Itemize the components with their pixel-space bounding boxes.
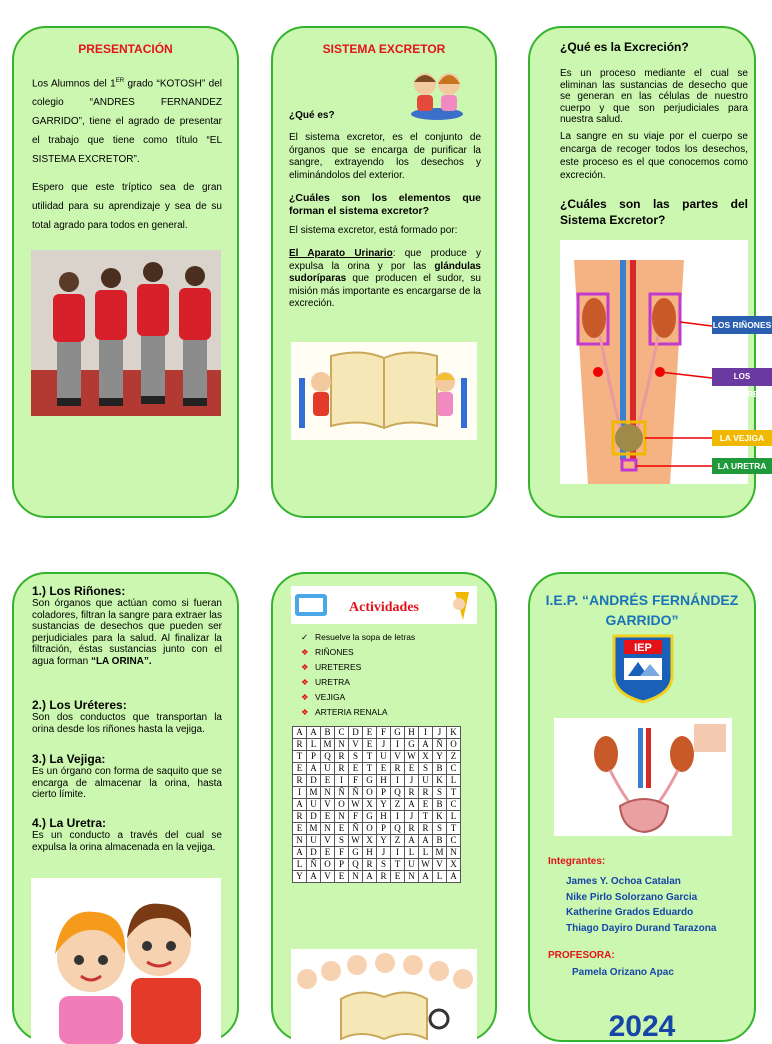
grid-cell: R — [335, 763, 349, 775]
rinones-heading: 1.) Los Riñones: — [32, 584, 126, 598]
uretra-text: Es un conducto a través del cual se expulsa la orina almacenada en la vejiga. — [32, 830, 222, 853]
grid-cell: A — [307, 763, 321, 775]
grid-cell: N — [335, 811, 349, 823]
grid-cell: G — [405, 739, 419, 751]
grid-cell: V — [349, 739, 363, 751]
grid-cell: S — [377, 859, 391, 871]
grid-cell: U — [321, 763, 335, 775]
grid-cell: Ñ — [433, 739, 447, 751]
grid-cell: T — [391, 859, 405, 871]
grid-cell: T — [363, 751, 377, 763]
rinones-text: Son órganos que actúan como si fueran coladores, filtran la sangre para extraer las sustancias de desechos que pueden ser perjudiciales para la salud. Al finalizar la filtración, éstas sustancias junto con el agua forman “LA ORINA”. — [32, 598, 222, 667]
logo-text: IEP — [634, 642, 652, 654]
grid-row — [293, 811, 461, 823]
grid-cell: R — [293, 739, 307, 751]
grid-cell: Y — [377, 799, 391, 811]
grid-cell: L — [433, 871, 447, 883]
section-uretra — [32, 816, 222, 853]
grid-cell: E — [335, 871, 349, 883]
grid-cell: F — [349, 775, 363, 787]
grid-cell: E — [321, 775, 335, 787]
grid-row — [293, 799, 461, 811]
grid-cell: A — [405, 835, 419, 847]
grid-cell: I — [391, 847, 405, 859]
grid-cell: A — [293, 847, 307, 859]
grid-cell: F — [349, 811, 363, 823]
word-item: ❖ URETERES — [301, 660, 481, 675]
label-rinones: LOS RIÑONES — [712, 316, 772, 334]
uretra-heading: 4.) La Uretra: — [32, 816, 107, 830]
grid-cell: E — [405, 763, 419, 775]
diamond-bullet-icon: ❖ — [301, 677, 309, 687]
grid-cell: B — [321, 727, 335, 739]
year: 2024 — [608, 1010, 676, 1043]
grid-cell: I — [335, 775, 349, 787]
member-name: Thiago Dayiro Durand Tarazona — [566, 922, 717, 934]
section-vejiga — [32, 752, 222, 801]
word-item: ❖ ARTERIA RENALA — [301, 705, 481, 720]
grid-row — [293, 823, 461, 835]
grid-cell: J — [405, 775, 419, 787]
grid-cell: B — [433, 835, 447, 847]
elementos-heading: ¿Cuáles son los elementos que forman el sistema excretor? — [289, 192, 481, 217]
grid-cell: X — [419, 751, 433, 763]
grid-cell: R — [405, 787, 419, 799]
presentation-title: PRESENTACIÓN — [78, 42, 173, 56]
que-es-heading: ¿Qué es? — [289, 110, 335, 121]
word-list — [301, 630, 481, 720]
grid-cell: B — [433, 763, 447, 775]
grid-cell: I — [391, 739, 405, 751]
panel-organos — [12, 572, 239, 1042]
grid-cell: U — [307, 835, 321, 847]
members-list — [566, 874, 716, 936]
grid-cell: G — [363, 775, 377, 787]
grid-cell: K — [447, 727, 461, 739]
grid-cell: V — [433, 859, 447, 871]
grid-cell: O — [447, 739, 461, 751]
integrantes-label: Integrantes: — [548, 856, 606, 867]
grid-cell: K — [433, 811, 447, 823]
grid-cell: N — [405, 871, 419, 883]
grid-cell: J — [405, 811, 419, 823]
grid-cell: O — [363, 787, 377, 799]
actividades-title: Actividades — [349, 600, 419, 615]
grid-cell: U — [307, 799, 321, 811]
grid-cell: H — [405, 727, 419, 739]
grid-cell: P — [377, 823, 391, 835]
grid-cell: G — [391, 727, 405, 739]
grid-cell: Ñ — [335, 787, 349, 799]
grid-cell: E — [349, 763, 363, 775]
grid-cell: O — [335, 799, 349, 811]
grid-cell: J — [433, 727, 447, 739]
grid-cell: L — [447, 775, 461, 787]
presentation-text: Los Alumnos del 1ER grado “KOTOSH” del colegio “ANDRES FERNANDEZ GARRIDO”, tiene el agrado de presentar el trabajo que tiene como título “EL SISTEMA EXCRETOR”. — [32, 78, 222, 166]
grid-cell: W — [419, 859, 433, 871]
label-uretra: LA URETRA — [712, 458, 772, 474]
label-vejiga: LA VEJIGA — [712, 430, 772, 446]
grid-cell: T — [293, 751, 307, 763]
word-item: ❖ RIÑONES — [301, 645, 481, 660]
grid-cell: Y — [433, 751, 447, 763]
grid-cell: O — [363, 823, 377, 835]
grid-row — [293, 775, 461, 787]
section-rinones — [32, 584, 222, 667]
grid-cell: S — [349, 751, 363, 763]
grid-cell: V — [391, 751, 405, 763]
panel-presentacion — [12, 26, 239, 518]
school-name: I.E.P. “ANDRÉS FERNÁNDEZ GARRIDO” — [545, 592, 739, 628]
grid-row — [293, 859, 461, 871]
grid-row — [293, 847, 461, 859]
grid-cell: L — [307, 739, 321, 751]
grid-cell: H — [377, 811, 391, 823]
grid-cell: I — [293, 787, 307, 799]
grid-cell: Y — [377, 835, 391, 847]
grid-cell: N — [447, 847, 461, 859]
kids-crowd-illustration — [291, 949, 477, 1044]
grid-cell: R — [419, 823, 433, 835]
member-name: James Y. Ochoa Catalan — [566, 876, 681, 887]
diamond-bullet-icon: ❖ — [301, 647, 309, 657]
grid-cell: N — [335, 739, 349, 751]
grid-cell: E — [419, 799, 433, 811]
profesora-name: Pamela Orizano Apac — [572, 967, 674, 978]
grid-cell: P — [335, 859, 349, 871]
grid-row — [293, 751, 461, 763]
grid-cell: R — [405, 823, 419, 835]
grid-cell: Z — [391, 835, 405, 847]
grid-cell: M — [307, 823, 321, 835]
elementos-text: El Aparato Urinario: que produce y expulsa la orina y por las glándulas sudoríparas que producen el sudor, su misión más importante es encargarse de la excreción. — [289, 248, 482, 309]
grid-cell: E — [363, 739, 377, 751]
ureteres-text: Son dos conductos que transportan la orina desde los riñones hasta la vejiga. — [32, 712, 222, 735]
grid-cell: C — [447, 835, 461, 847]
grid-cell: A — [419, 871, 433, 883]
panel-sistema-excretor — [271, 26, 497, 518]
grid-cell: C — [447, 763, 461, 775]
diamond-bullet-icon: ❖ — [301, 662, 309, 672]
instruction-line: ✓ Resuelve la sopa de letras — [301, 630, 481, 645]
grid-cell: A — [419, 739, 433, 751]
grid-cell: E — [363, 727, 377, 739]
book-kids-illustration — [291, 342, 477, 440]
grid-row — [293, 739, 461, 751]
grid-row — [293, 871, 461, 883]
word-item: ❖ VEJIGA — [301, 690, 481, 705]
vejiga-text: Es un órgano con forma de saquito que se encarga de almacenar la orina, hasta cierto límite. — [32, 766, 222, 800]
grid-cell: G — [349, 847, 363, 859]
grid-row — [293, 835, 461, 847]
grid-cell: Q — [391, 823, 405, 835]
grid-cell: J — [377, 739, 391, 751]
students-photo — [31, 250, 221, 416]
grid-cell: Q — [391, 787, 405, 799]
grid-cell: Q — [349, 859, 363, 871]
grid-cell: P — [377, 787, 391, 799]
grid-cell: E — [391, 871, 405, 883]
label-ureteres: LOS URÉTERES — [712, 368, 772, 386]
grid-cell: Ñ — [349, 823, 363, 835]
grid-cell: R — [293, 811, 307, 823]
grid-cell: T — [447, 823, 461, 835]
grid-cell: Q — [321, 751, 335, 763]
grid-cell: D — [307, 811, 321, 823]
grid-cell: U — [377, 751, 391, 763]
grid-cell: E — [293, 823, 307, 835]
grid-cell: I — [391, 811, 405, 823]
ureteres-heading: 2.) Los Uréteres: — [32, 698, 127, 712]
diamond-bullet-icon: ❖ — [301, 692, 309, 702]
grid-cell: E — [335, 823, 349, 835]
word-search-grid — [292, 726, 461, 883]
urinary-anatomy-image — [554, 718, 732, 836]
vejiga-heading: 3.) La Vejiga: — [32, 752, 106, 766]
section-ureteres — [32, 698, 222, 735]
grid-cell: A — [419, 835, 433, 847]
kids-reading-illustration — [31, 878, 221, 1044]
grid-cell: R — [377, 871, 391, 883]
grid-cell: A — [293, 799, 307, 811]
check-icon: ✓ — [301, 632, 309, 642]
grid-cell: T — [447, 787, 461, 799]
grid-cell: T — [419, 811, 433, 823]
grid-cell: E — [377, 763, 391, 775]
grid-cell: V — [321, 799, 335, 811]
panel-excrecion — [528, 26, 772, 518]
excrecion-text-1: Es un proceso mediante el cual se eliminan las sustancias de desecho que se generan en las células de nuestro cuerpo y que son perjudiciales para nuestra salud. — [560, 68, 748, 125]
grid-cell: K — [433, 775, 447, 787]
grid-cell: W — [349, 835, 363, 847]
grid-cell: F — [377, 727, 391, 739]
grid-cell: N — [321, 823, 335, 835]
grid-cell: A — [307, 727, 321, 739]
member-name: Katherine Grados Eduardo — [566, 907, 694, 918]
diamond-bullet-icon: ❖ — [301, 707, 309, 717]
grid-cell: E — [321, 811, 335, 823]
grid-row — [293, 763, 461, 775]
grid-cell: M — [433, 847, 447, 859]
grid-cell: I — [391, 775, 405, 787]
grid-cell: U — [405, 859, 419, 871]
grid-cell: N — [293, 835, 307, 847]
grid-cell: E — [321, 847, 335, 859]
grid-cell: E — [293, 763, 307, 775]
grid-cell: O — [321, 859, 335, 871]
kids-illustration — [405, 66, 469, 122]
grid-cell: D — [307, 775, 321, 787]
que-es-text: El sistema excretor, es el conjunto de órganos que se encarga de purificar la sangre, extrayendo los desechos y eliminándolos del exterior. — [289, 132, 481, 181]
partes-heading: ¿Cuáles son las partes del Sistema Excretor? — [560, 197, 748, 227]
grid-cell: C — [447, 799, 461, 811]
grid-cell: T — [363, 763, 377, 775]
grid-cell: Ñ — [307, 859, 321, 871]
grid-cell: M — [307, 787, 321, 799]
grid-row — [293, 787, 461, 799]
grid-cell: Y — [293, 871, 307, 883]
grid-cell: Z — [447, 751, 461, 763]
grid-cell: S — [419, 763, 433, 775]
grid-cell: R — [391, 763, 405, 775]
excrecion-text-2: La sangre en su viaje por el cuerpo se encarga de recoger todos los desechos, este proceso es el que conocemos como excreción. — [560, 131, 748, 181]
excrecion-heading: ¿Qué es la Excreción? — [560, 40, 689, 54]
grid-cell: A — [363, 871, 377, 883]
member-name: Nike Pirlo Solorzano Garcia — [566, 891, 698, 903]
grid-cell: X — [363, 835, 377, 847]
grid-cell: V — [321, 871, 335, 883]
panel-portada — [528, 572, 756, 1042]
grid-cell: R — [335, 751, 349, 763]
grid-cell: P — [307, 751, 321, 763]
grid-cell: W — [405, 751, 419, 763]
panel-actividades — [271, 572, 497, 1042]
elementos-intro: El sistema excretor, está formado por: — [289, 225, 458, 236]
sistema-title: SISTEMA EXCRETOR — [322, 42, 446, 56]
grid-cell: D — [349, 727, 363, 739]
school-logo — [610, 632, 676, 704]
presentation-wish: Espero que este tríptico sea de gran utilidad para su aprendizaje y sea de su total agrado para todos en general. — [32, 182, 222, 231]
grid-cell: V — [321, 835, 335, 847]
grid-cell: C — [335, 727, 349, 739]
grid-cell: A — [447, 871, 461, 883]
grid-cell: X — [363, 799, 377, 811]
grid-cell: Z — [391, 799, 405, 811]
grid-cell: U — [419, 775, 433, 787]
excretory-diagram — [560, 240, 772, 484]
grid-cell: B — [433, 799, 447, 811]
grid-cell: S — [433, 787, 447, 799]
grid-cell: L — [447, 811, 461, 823]
grid-cell: L — [405, 847, 419, 859]
grid-cell: A — [293, 727, 307, 739]
grid-cell: H — [363, 847, 377, 859]
grid-cell: I — [419, 727, 433, 739]
profesora-label: PROFESORA: — [548, 950, 615, 961]
grid-cell: A — [307, 871, 321, 883]
grid-cell: L — [419, 847, 433, 859]
grid-cell: J — [377, 847, 391, 859]
grid-cell: A — [405, 799, 419, 811]
grid-cell: G — [363, 811, 377, 823]
grid-cell: S — [335, 835, 349, 847]
grid-cell: D — [307, 847, 321, 859]
grid-cell: S — [433, 823, 447, 835]
grid-cell: L — [293, 859, 307, 871]
grid-cell: R — [293, 775, 307, 787]
grid-cell: R — [363, 859, 377, 871]
grid-cell: R — [419, 787, 433, 799]
grid-cell: Ñ — [349, 787, 363, 799]
word-item: ❖ URETRA — [301, 675, 481, 690]
grid-cell: X — [447, 859, 461, 871]
grid-cell: W — [349, 799, 363, 811]
grid-cell: N — [321, 787, 335, 799]
grid-row — [293, 727, 461, 739]
actividades-banner — [291, 586, 477, 624]
grid-cell: H — [377, 775, 391, 787]
grid-cell: N — [349, 871, 363, 883]
grid-cell: M — [321, 739, 335, 751]
grid-cell: F — [335, 847, 349, 859]
